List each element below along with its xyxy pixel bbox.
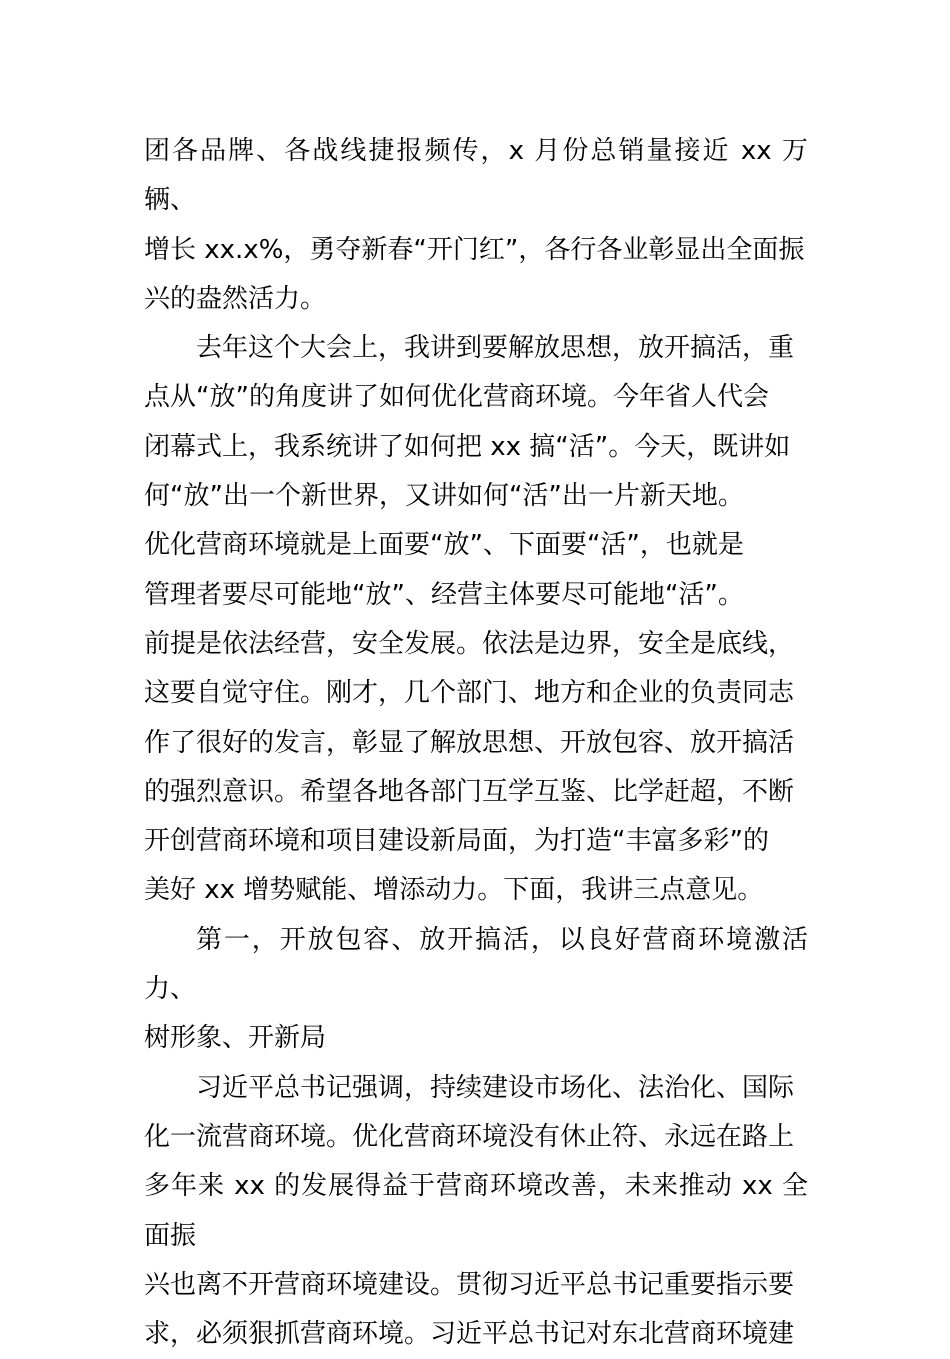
document-body [144,127,808,1359]
paragraph-continued: 团各品牌、各战线捷报频传，x 月份总销量接近 xx 万辆、 增长 xx.x%，勇夺新春“开门红”，各行各业彰显出全面振 兴的盎然活力。 [144,136,808,314]
paragraph-xi-emphasis: 习近平总书记强调，持续建设市场化、法治化、国际 化一流营商环境。优化营商环境没有休止符、永远在路上 多年来 xx 的发展得益于营商环境改善，未来推动 xx 全面振 兴也离不开营商环境建设。贯彻习近平总书记重要指示要 求，必须狠抓营商环境。习近平总书记对东北营商环境建 [144,1072,808,1350]
paragraph-optimize-environment: 去年这个大会上，我讲到要解放思想，放开搞活，重 点从“放”的角度讲了如何优化营商环境。今年省人代会 闭幕式上，我系统讲了如何把 xx 搞“活”。今天，既讲如 何“放”出一个新世界，又讲如何“活”出一片新天地。 优化营商环境就是上面要“放”、下面要“活”，也就是 管理者要尽可能地“放”、经营主体要尽可能地“活”。 前提是依法经营，安全发展。依法是边界，安全是底线， 这要自觉守住。刚才，几个部门、地方和企业的负责同志 作了很好的发言，彰显了解放思想、开放包容、放开搞活 的强烈意识。希望各地各部门互学互鉴、比学赶超，不断 开创营商环境和项目建设新局面，为打造“丰富多彩”的 美好 xx 增势赋能、增添动力。下面，我讲三点意见。 [144,333,795,906]
section-heading-first: 第一，开放包容、放开搞活，以良好营商环境激活力、 树形象、开新局 [144,924,808,1054]
